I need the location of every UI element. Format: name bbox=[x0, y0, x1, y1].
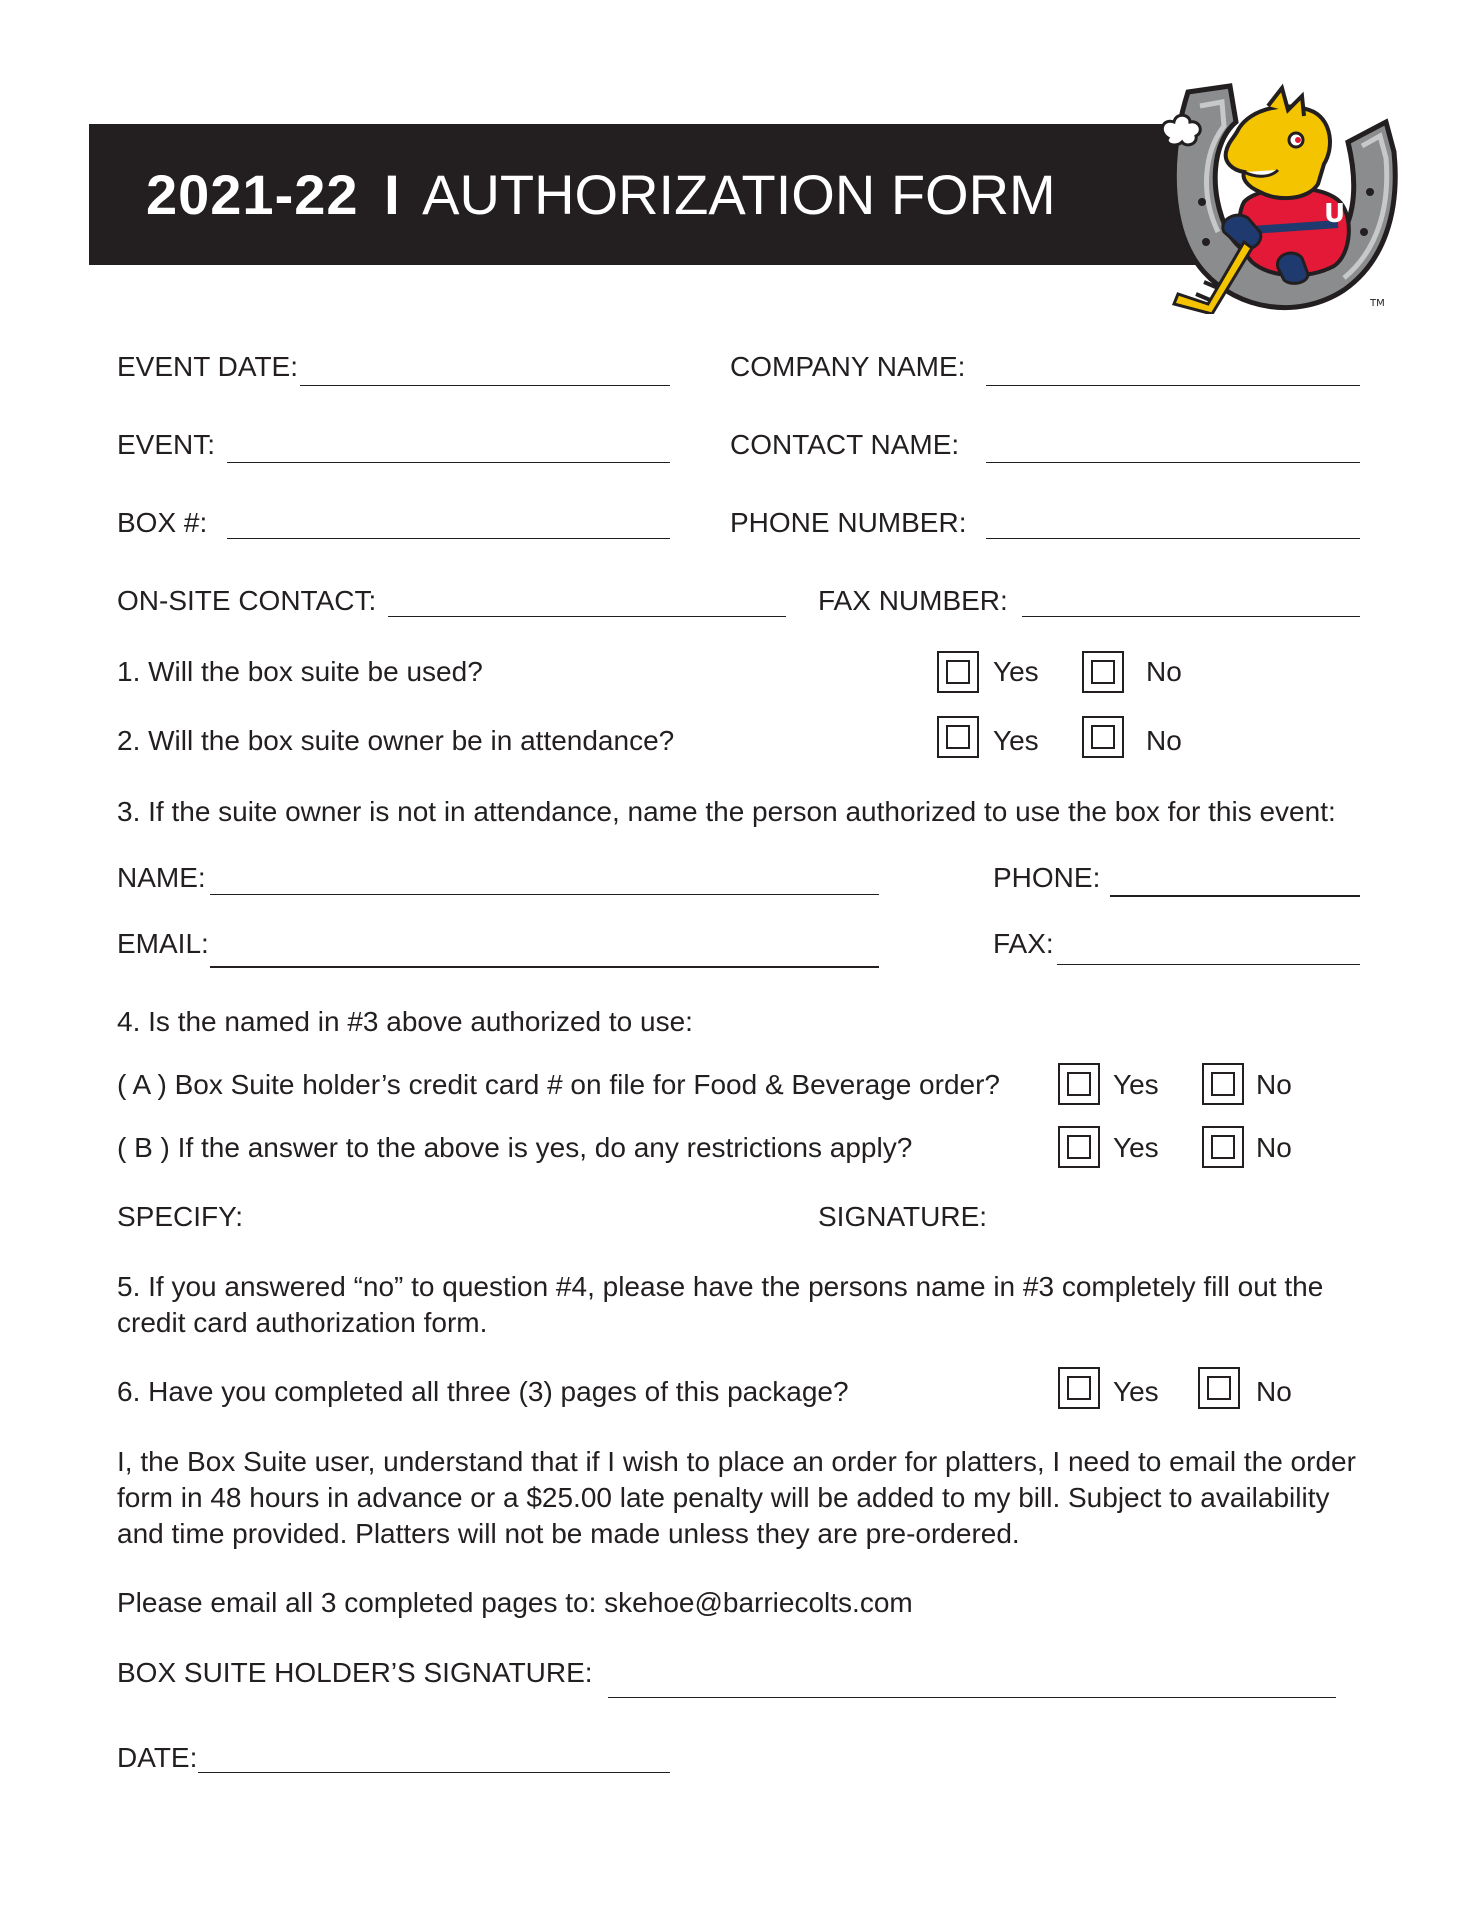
q1-no-label: No bbox=[1146, 656, 1182, 687]
q6-yes-label: Yes bbox=[1113, 1376, 1159, 1407]
q4b-yes-label: Yes bbox=[1113, 1132, 1159, 1163]
q2-yes-checkbox[interactable] bbox=[937, 716, 979, 758]
auth-email-label: EMAIL: bbox=[117, 928, 209, 959]
q6-yes-checkbox[interactable] bbox=[1058, 1367, 1100, 1409]
q4a-no-label: No bbox=[1256, 1069, 1292, 1100]
event-date-label: EVENT DATE: bbox=[117, 351, 299, 382]
auth-fax-label: FAX: bbox=[993, 928, 1054, 959]
auth-fax-line[interactable] bbox=[1057, 964, 1360, 965]
q1-yes-label: Yes bbox=[993, 656, 1039, 687]
date-label: DATE: bbox=[117, 1742, 198, 1773]
phone-number-label: PHONE NUMBER: bbox=[730, 507, 967, 538]
event-label: EVENT: bbox=[117, 429, 216, 460]
auth-phone-label: PHONE: bbox=[993, 862, 1101, 893]
question-6: 6. Have you completed all three (3) pages of this package? bbox=[117, 1376, 849, 1407]
q1-yes-checkbox[interactable] bbox=[937, 651, 979, 693]
q4b-no-label: No bbox=[1256, 1132, 1292, 1163]
fax-number-label: FAX NUMBER: bbox=[818, 585, 1008, 616]
date-line[interactable] bbox=[198, 1772, 670, 1773]
trademark-text: TM bbox=[1370, 298, 1385, 309]
title-year: 2021-22 bbox=[146, 163, 359, 226]
q6-no-label: No bbox=[1256, 1376, 1292, 1407]
question-2: 2. Will the box suite owner be in attendance? bbox=[117, 725, 675, 756]
company-name-label: COMPANY NAME: bbox=[730, 351, 966, 382]
title-text: AUTHORIZATION FORM bbox=[422, 163, 1056, 226]
box-number-line[interactable] bbox=[227, 538, 670, 539]
event-line[interactable] bbox=[227, 462, 670, 463]
question-1: 1. Will the box suite be used? bbox=[117, 656, 483, 687]
auth-name-label: NAME: bbox=[117, 862, 206, 893]
question-5: 5. If you answered “no” to question #4, please have the persons name in #3 completely fill out the credit card authorization form. bbox=[117, 1271, 1324, 1338]
onsite-contact-label: ON-SITE CONTACT: bbox=[117, 585, 377, 616]
question-3: 3. If the suite owner is not in attendance, name the person authorized to use the box for this event: bbox=[117, 796, 1336, 827]
q4b-no-checkbox[interactable] bbox=[1202, 1126, 1244, 1168]
question-4b: ( B ) If the answer to the above is yes, do any restrictions apply? bbox=[117, 1132, 913, 1163]
fax-number-line[interactable] bbox=[1022, 616, 1360, 617]
auth-name-line[interactable] bbox=[210, 894, 879, 895]
onsite-contact-line[interactable] bbox=[388, 616, 786, 617]
q2-no-checkbox[interactable] bbox=[1082, 716, 1124, 758]
title-separator: I bbox=[384, 163, 400, 226]
q1-no-checkbox[interactable] bbox=[1082, 651, 1124, 693]
barrie-colts-logo bbox=[1148, 82, 1400, 314]
box-number-label: BOX #: bbox=[117, 507, 208, 538]
email-instructions: Please email all 3 completed pages to: skehoe@barriecolts.com bbox=[117, 1587, 913, 1618]
platter-notice: I, the Box Suite user, understand that if I wish to place an order for platters, I need to email the order form in 48 hours in advance or a $25.00 late penalty will be added to my bill. Subject to availability and time provided. Platters will not be made unless they are pre-ordered. bbox=[117, 1446, 1356, 1549]
q4a-yes-checkbox[interactable] bbox=[1058, 1063, 1100, 1105]
specify-label: SPECIFY: bbox=[117, 1201, 244, 1232]
question-4: 4. Is the named in #3 above authorized to use: bbox=[117, 1006, 693, 1037]
q4a-no-checkbox[interactable] bbox=[1202, 1063, 1244, 1105]
holder-signature-label: BOX SUITE HOLDER’S SIGNATURE: bbox=[117, 1657, 593, 1688]
question-4a: ( A ) Box Suite holder’s credit card # on file for Food & Beverage order? bbox=[117, 1069, 1000, 1100]
phone-number-line[interactable] bbox=[986, 538, 1360, 539]
auth-email-line[interactable] bbox=[210, 966, 879, 968]
contact-name-label: CONTACT NAME: bbox=[730, 429, 960, 460]
q2-no-label: No bbox=[1146, 725, 1182, 756]
page-title bbox=[146, 160, 1056, 230]
q2-yes-label: Yes bbox=[993, 725, 1039, 756]
q6-no-checkbox[interactable] bbox=[1198, 1367, 1240, 1409]
company-name-line[interactable] bbox=[986, 385, 1360, 386]
signature-label: SIGNATURE: bbox=[818, 1201, 988, 1232]
auth-phone-line[interactable] bbox=[1110, 895, 1360, 897]
svg-text:U: U bbox=[1324, 199, 1346, 229]
holder-signature-line[interactable] bbox=[608, 1697, 1336, 1698]
contact-name-line[interactable] bbox=[986, 462, 1360, 463]
event-date-line[interactable] bbox=[300, 385, 670, 386]
q4b-yes-checkbox[interactable] bbox=[1058, 1126, 1100, 1168]
q4a-yes-label: Yes bbox=[1113, 1069, 1159, 1100]
